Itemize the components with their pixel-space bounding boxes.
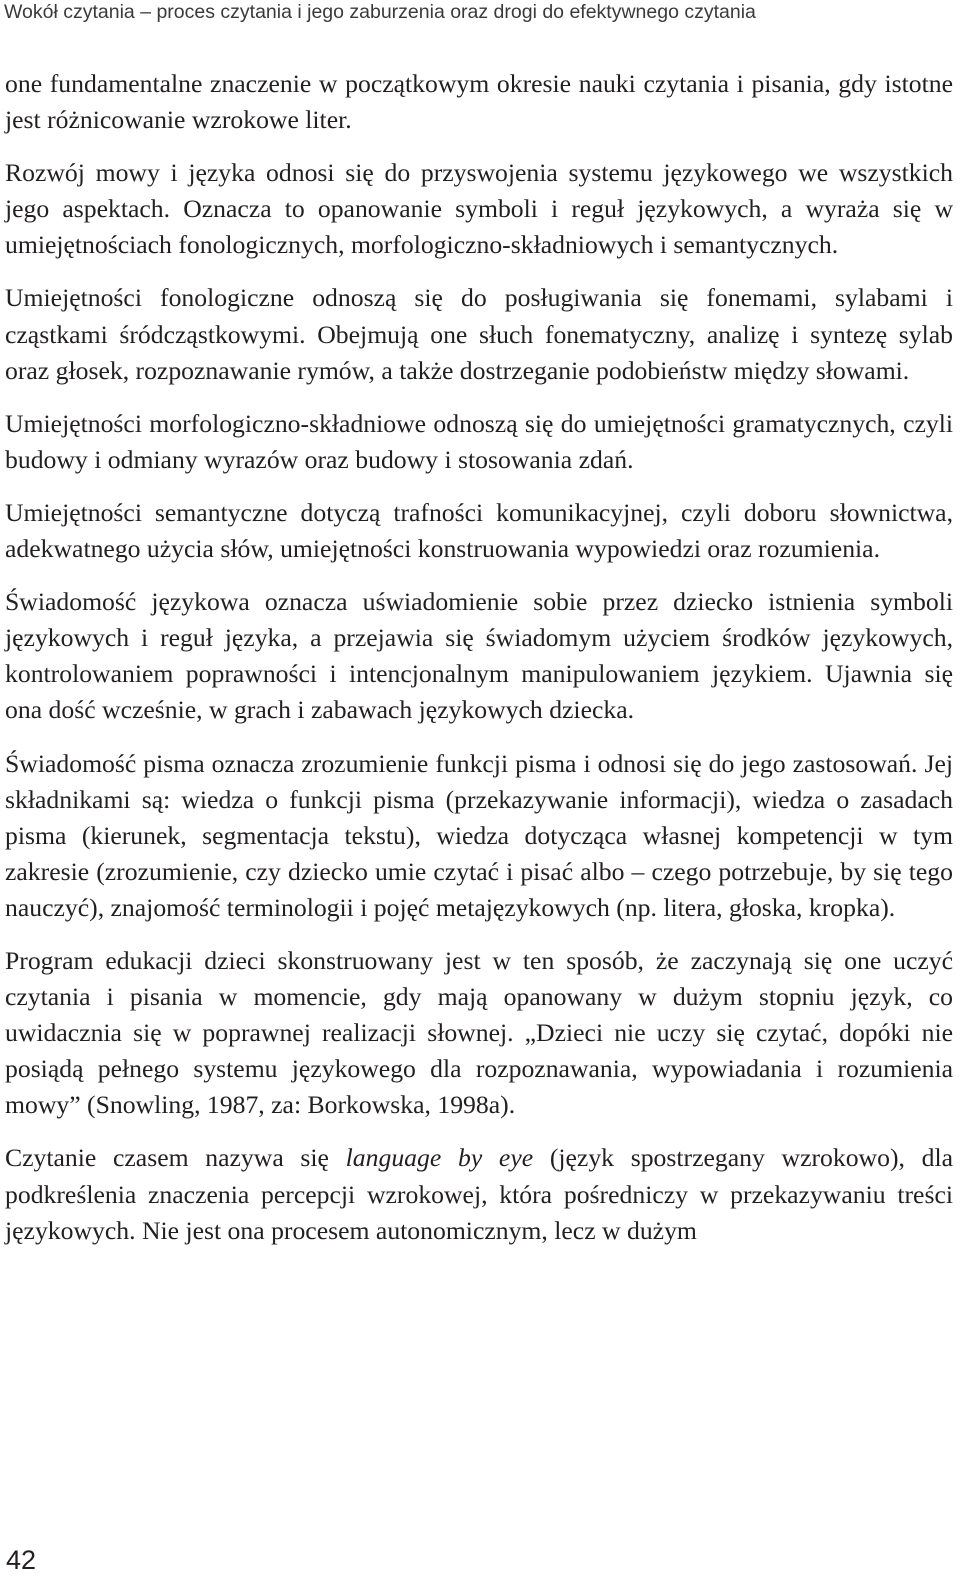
body-text bbox=[5, 66, 953, 1249]
paragraph: Świadomość językowa oznacza uświadomienie sobie przez dziecko istnienia symboli językowych i reguł języka, a przejawia się świadomym użyciem środków językowych, kontrolowaniem poprawności i intencjonalnym manipulowaniem językiem. Ujawnia się ona dość wcześnie, w grach i zabawach językowych dziecka. bbox=[5, 587, 953, 725]
page-number: 42 bbox=[6, 1545, 37, 1575]
paragraph-last bbox=[5, 1140, 953, 1248]
paragraph: Umiejętności semantyczne dotyczą trafności komunikacyjnej, czyli doboru słownictwa, adekwatnego użycia słów, umiejętności konstruowania wypowiedzi oraz rozumienia. bbox=[5, 497, 953, 564]
text-run: (język spostrzegany wzrokowo), dla podkreślenia znaczenia percepcji wzrokowej, która pośredniczy w przekazywaniu treści językowych. Nie jest ona procesem autonomicznym, lecz w dużym bbox=[5, 1143, 954, 1245]
italic-term: language by eye bbox=[345, 1143, 534, 1173]
text-run: Czytanie czasem nazywa się bbox=[5, 1143, 346, 1173]
paragraph: Umiejętności morfologiczno-składniowe odnoszą się do umiejętności gramatycznych, czyli budowy i odmiany wyrazów oraz budowy i stosowania zdań. bbox=[5, 408, 953, 474]
paragraph: Rozwój mowy i języka odnosi się do przyswojenia systemu językowego we wszystkich jego aspektach. Oznacza to opanowanie symboli i reguł językowych, a wyraża się w umiejętnościach fonologicznych, morfologiczno-składniowych i semantycznych. bbox=[5, 158, 953, 260]
paragraph: Umiejętności fonologiczne odnoszą się do posługiwania się fonemami, sylabami i cząstkami śródcząstkowymi. Obejmują one słuch fonematyczny, analizę i syntezę sylab oraz głosek, rozpoznawanie rymów, a także dostrzeganie podobieństw między słowami. bbox=[5, 283, 953, 385]
paragraph: Świadomość pisma oznacza zrozumienie funkcji pisma i odnosi się do jego zastosowań. Jej składnikami są: wiedza o funkcji pisma (przekazywanie informacji), wiedza o zasadach pisma (kierunek, segmentacja tekstu), wiedza dotycząca własnej kompetencji w tym zakresie (zrozumienie, czy dziecko umie czytać i pisać albo – czego potrzebuje, by się tego nauczyć), znajomość terminologii i pojęć metajęzykowych (np. litera, głoska, kropka). bbox=[5, 748, 953, 922]
paragraph: one fundamentalne znaczenie w początkowym okresie nauki czytania i pisania, gdy istotne jest różnicowanie wzrokowe liter. bbox=[5, 69, 953, 135]
running-header: Wokół czytania – proces czytania i jego zaburzenia oraz drogi do efektywnego czytania bbox=[4, 1, 756, 23]
paragraph: Program edukacji dzieci skonstruowany jest w ten sposób, że zaczynają się one uczyć czytania i pisania w momencie, gdy mają opanowany w dużym stopniu język, co uwidacznia się w poprawnej realizacji słownej. „Dzieci nie uczy się czytać, dopóki nie posiądą pełnego systemu językowego dla rozpoznawania, wypowiadania i rozumienia mowy” (Snowling, 1987, za: Borkowska, 1998a). bbox=[5, 945, 953, 1120]
